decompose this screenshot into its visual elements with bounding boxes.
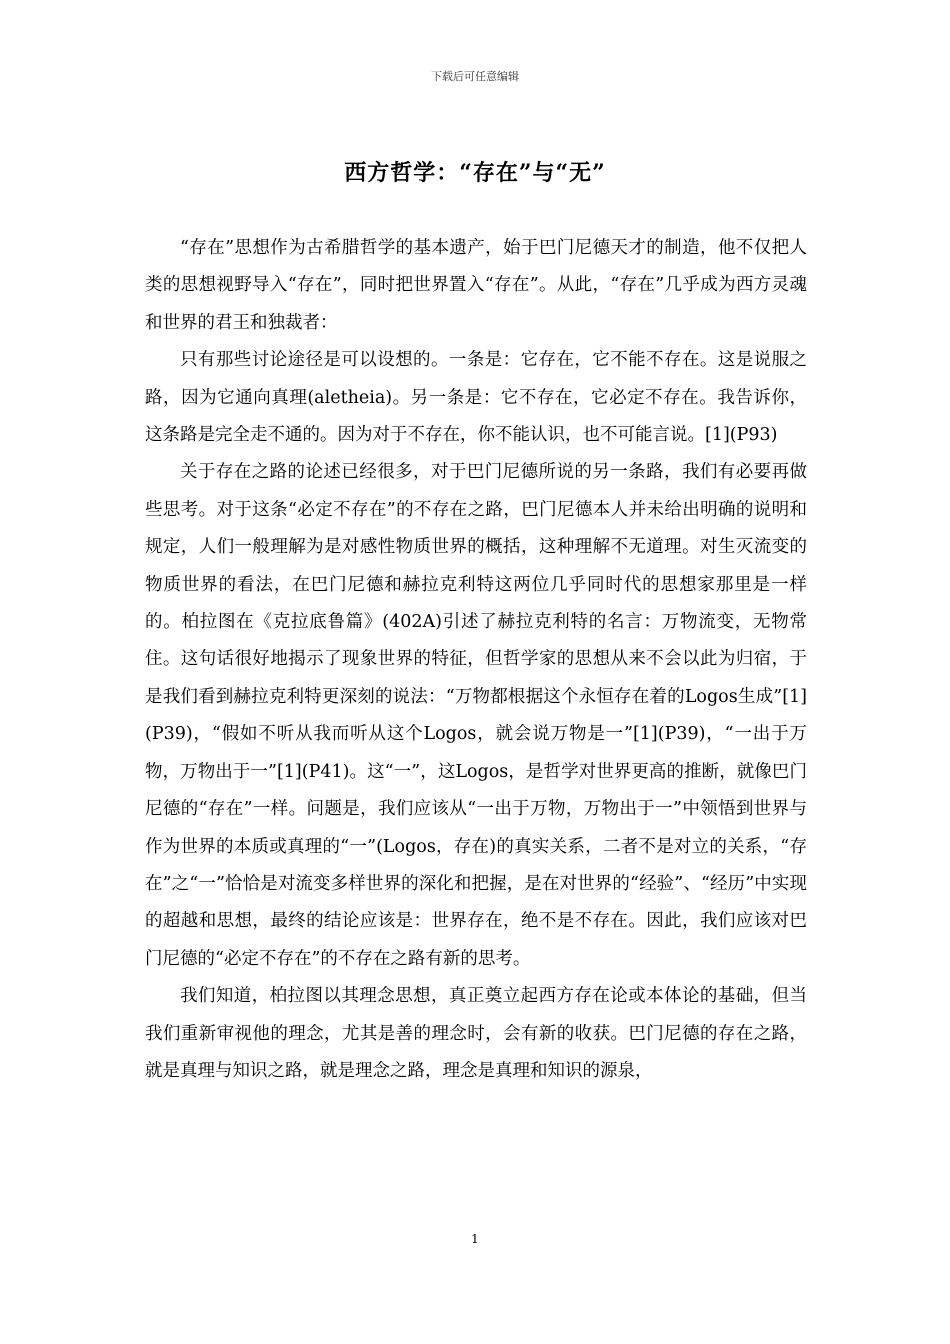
paragraph-1: “存在”思想作为古希腊哲学的基本遗产，始于巴门尼德天才的制造，他不仅把人类的思想视野导入“存在”，同时把世界置入“存在”。从此，“存在”几乎成为西方灵魂和世界的君王和独裁者： bbox=[145, 238, 807, 333]
paragraph-3: 关于存在之路的论述已经很多，对于巴门尼德所说的另一条路，我们有必要再做些思考。对于这条“必定不存在”的不存在之路，巴门尼德本人并未给出明确的说明和规定，人们一般理解为是对感性物质世界的概括，这种理解不无道理。对生灭流变的物质世界的看法，在巴门尼德和赫拉克利特这两位几乎同时代的思想家那里是一样的。柏拉图在《克拉底鲁篇》(402A)引述了赫拉克利特的名言：万物流变，无物常住。这句话很好地揭示了现象世界的特征，但哲学家的思想从来不会以此为归宿，于是我们看到赫拉克利特更深刻的说法：“万物都根据这个永恒存在着的Logos生成”[1](P39)，“假如不听从我而听从这个Logos，就会说万物是一”[1](P39)，“一出于万物，万物出于一”[1](P41)。这“一”，这Logos，是哲学对世界更高的推断，就像巴门尼德的“存在”一样。问题是，我们应该从“一出于万物，万物出于一”中领悟到世界与作为世界的本质或真理的“一”(Logos，存在)的真实关系，二者不是对立的关系，“存在”之“一”恰恰是对流变多样世界的深化和把握，是在对世界的“经验”、“经历”中实现的超越和思想，最终的结论应该是：世界存在，绝不是不存在。因此，我们应该对巴门尼德的“必定不存在”的不存在之路有新的思考。 bbox=[145, 462, 807, 969]
paragraph-2-quote: 只有那些讨论途径是可以设想的。一条是：它存在，它不能不存在。这是说服之路，因为它通向真理(aletheia)。另一条是：它不存在，它必定不存在。我告诉你，这条路是完全走不通的。因为对于不存在，你不能认识，也不可能言说。[1](P93) bbox=[145, 350, 807, 446]
header-note: 下载后可任意编辑 bbox=[431, 70, 519, 83]
document-body bbox=[145, 230, 807, 1090]
page-number: 1 bbox=[471, 1232, 479, 1246]
paragraph-4: 我们知道，柏拉图以其理念思想，真正奠立起西方存在论或本体论的基础，但当我们重新审视他的理念，尤其是善的理念时，会有新的收获。巴门尼德的存在之路，就是真理与知识之路，就是理念之路，理念是真理和知识的源泉， bbox=[145, 986, 807, 1081]
document-title: 西方哲学：“存在”与“无” bbox=[344, 160, 606, 186]
